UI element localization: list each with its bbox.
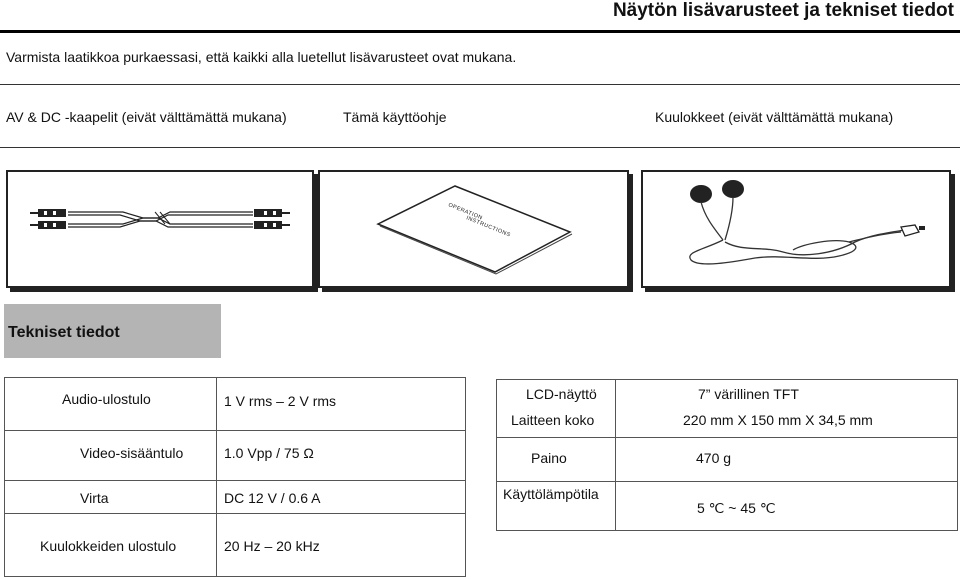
- accessory-photo-manual: [318, 170, 629, 288]
- spec-value-power: DC 12 V / 0.6 A: [224, 490, 321, 506]
- specs-heading: Tekniset tiedot: [8, 324, 120, 341]
- title-divider: [0, 30, 960, 33]
- spec-value-video-input: 1.0 Vpp / 75 Ω: [224, 445, 314, 461]
- spec-label-headphone-output: Kuulokkeiden ulostulo: [40, 538, 177, 554]
- cables-icon: [8, 172, 312, 286]
- divider-top: [0, 84, 960, 85]
- accessory-label-manual: Tämä käyttöohje: [343, 109, 447, 125]
- specs-heading-box: [4, 304, 221, 358]
- spec-label-video-input: Video-sisääntulo: [80, 445, 184, 461]
- spec-value-lcd-display: 7” värillinen TFT: [698, 386, 799, 402]
- spec-value-weight: 470 g: [696, 450, 732, 466]
- spec-value-audio-output: 1 V rms – 2 V rms: [224, 393, 337, 409]
- spec-value-headphone-output: 20 Hz – 20 kHz: [224, 538, 320, 554]
- spec-label-device-size: Laitteen koko: [511, 412, 595, 428]
- page-title: Näytön lisävarusteet ja tekniset tiedot: [612, 0, 954, 21]
- accessory-photo-cables: [6, 170, 314, 288]
- accessory-label-earphones: Kuulokkeet (eivät välttämättä mukana): [655, 109, 894, 125]
- manual-booklet-line2: INSTRUCTIONS: [465, 215, 512, 239]
- spec-value-operating-temp: 5 ℃ ~ 45 ℃: [697, 500, 776, 516]
- accessory-photo-earphones: [641, 170, 951, 288]
- manual-icon: [320, 172, 627, 286]
- spec-label-operating-temp: Käyttölämpötila: [503, 486, 599, 502]
- spec-label-audio-output: Audio-ulostulo: [62, 391, 151, 407]
- earphones-icon: [643, 172, 949, 286]
- intro-text: Varmista laatikkoa purkaessasi, että kaikki alla luetellut lisävarusteet ovat mukana.: [6, 49, 517, 65]
- spec-label-power: Virta: [80, 490, 109, 506]
- accessory-label-cables: AV & DC -kaapelit (eivät välttämättä mukana): [6, 109, 287, 125]
- spec-label-lcd-display: LCD-näyttö: [526, 386, 597, 402]
- spec-label-weight: Paino: [531, 450, 567, 466]
- divider-bottom: [0, 147, 960, 148]
- spec-value-device-size: 220 mm X 150 mm X 34,5 mm: [683, 412, 873, 428]
- manual-booklet-line1: OPERATION: [447, 202, 484, 222]
